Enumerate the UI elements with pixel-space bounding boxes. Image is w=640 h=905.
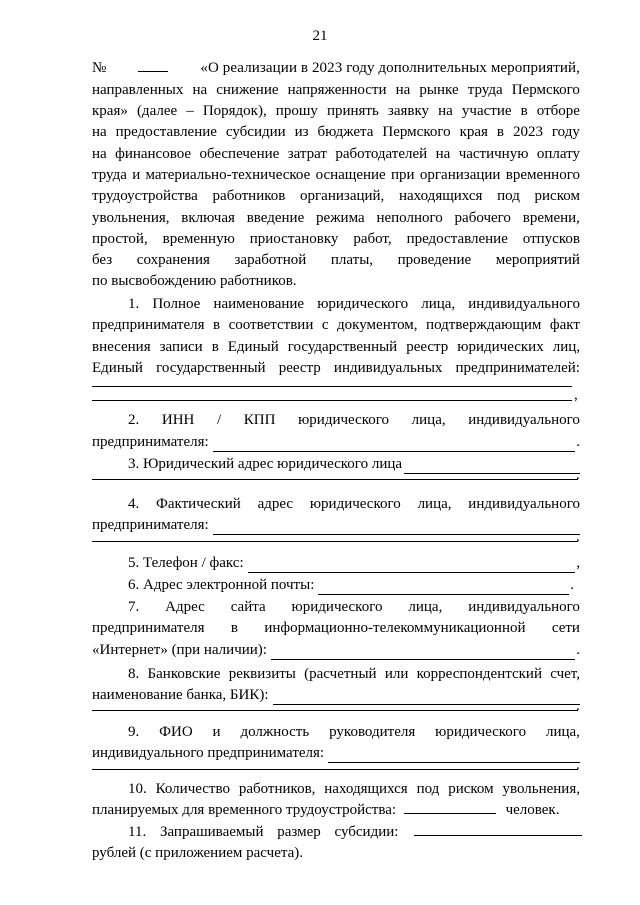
item2-line-2 — [92, 432, 580, 452]
email-field[interactable] — [318, 580, 569, 595]
intro-line-3: края» (далее – Порядок), прошу принять заявку на участие в отборе — [92, 103, 580, 119]
item1-answer-line-1[interactable] — [92, 386, 572, 387]
item7-line-2: предпринимателя в информационно-телекоммуникационной сети — [92, 620, 580, 636]
item11-line-2: рублей (с приложением расчета). — [92, 845, 303, 861]
item4-line-1: 4. Фактический адрес юридического лица, индивидуального — [128, 496, 580, 512]
item8-end-period: . — [576, 698, 580, 714]
legal-address-field[interactable] — [404, 459, 580, 474]
item3-end-period: . — [576, 467, 580, 483]
item1-line-4: Единый государственный реестр индивидуальных предпринимателей: — [92, 360, 580, 376]
number-sign: № — [92, 60, 107, 76]
item10-line-1: 10. Количество работников, находящихся под риском увольнения, — [128, 781, 580, 797]
number-blank[interactable] — [138, 58, 168, 72]
item1-line-3: внесения записи в Единый государственный реестр юридических лиц, — [92, 339, 580, 355]
item10-unit: человек. — [505, 802, 560, 818]
item2-label: предпринимателя: — [92, 434, 209, 450]
intro-text-1: «О реализации в 2023 году дополнительных мероприятий, — [200, 60, 580, 76]
item11-label: 11. Запрашиваемый размер субсидии: — [128, 824, 399, 840]
item8-label: наименование банка, БИК): — [92, 687, 269, 703]
item1-line-1: 1. Полное наименование юридического лица, индивидуального — [128, 296, 580, 312]
item5-end-comma: , — [576, 555, 580, 571]
bank-details-field[interactable] — [273, 690, 580, 705]
manager-line-2[interactable] — [92, 769, 578, 770]
item1-answer-line-2[interactable] — [92, 400, 572, 401]
phone-fax-field[interactable] — [248, 558, 576, 573]
item11-line-1 — [128, 822, 580, 842]
intro-line-8: увольнения, включая введение режима неполного рабочего времени, — [92, 210, 580, 226]
intro-line-10: без сохранения заработной платы, проведение мероприятий — [92, 252, 580, 268]
subsidy-amount-field[interactable] — [414, 822, 582, 836]
page-number: 21 — [312, 28, 328, 44]
item7-line-3 — [92, 640, 580, 660]
item2-line-1: 2. ИНН / КПП юридического лица, индивидуального — [128, 412, 580, 428]
item9-line-2 — [92, 743, 580, 763]
item9-line-1: 9. ФИО и должность руководителя юридического лица, — [128, 724, 580, 740]
actual-address-field[interactable] — [213, 520, 580, 535]
intro-line-2: направленных на снижение напряженности на рынке труда Пермского — [92, 82, 580, 98]
manager-field[interactable] — [328, 748, 580, 763]
actual-address-line-2[interactable] — [92, 541, 578, 542]
item7-end-period: . — [576, 642, 580, 658]
item3-line-1 — [128, 454, 580, 474]
workers-count-field[interactable] — [404, 800, 496, 814]
item1-end-comma: , — [574, 387, 578, 403]
legal-address-line-2[interactable] — [92, 479, 578, 480]
intro-line-7: трудоустройства работников организаций, находящихся под риском — [92, 188, 580, 204]
intro-line-1 — [92, 58, 580, 78]
item7-line-1: 7. Адрес сайта юридического лица, индивидуального — [128, 599, 580, 615]
item4-line-2 — [92, 515, 580, 535]
item6-end-period: . — [570, 577, 574, 593]
item2-end-period: . — [576, 434, 580, 450]
item10-label: планируемых для временного трудоустройства: — [92, 802, 397, 818]
item9-label: индивидуального предпринимателя: — [92, 745, 325, 761]
item6-label: 6. Адрес электронной почты: — [128, 577, 315, 593]
item5-line — [128, 553, 580, 573]
intro-line-11: по высвобождению работников. — [92, 273, 297, 289]
item1-line-2: предпринимателя в соответствии с документом, подтверждающим факт — [92, 317, 580, 333]
item6-line — [128, 575, 574, 595]
inn-kpp-field[interactable] — [213, 437, 576, 452]
item8-line-1: 8. Банковские реквизиты (расчетный или корреспондентский счет, — [128, 666, 580, 682]
item8-line-2 — [92, 685, 580, 705]
item3-label: 3. Юридический адрес юридического лица — [128, 456, 403, 472]
intro-line-5: на финансовое обеспечение затрат работодателей на частичную оплату — [92, 146, 580, 162]
website-field[interactable] — [271, 645, 575, 660]
item5-label: 5. Телефон / факс: — [128, 555, 244, 571]
item10-line-2 — [92, 800, 580, 820]
intro-line-4: на предоставление субсидии из бюджета Пермского края в 2023 году — [92, 124, 580, 140]
intro-line-6: труда и материально-техническое оснащение при организации временного — [92, 167, 580, 183]
intro-line-9: простой, временную приостановку работ, предоставление отпусков — [92, 231, 580, 247]
item9-end-period: . — [576, 757, 580, 773]
item7-label: «Интернет» (при наличии): — [92, 642, 267, 658]
item4-label: предпринимателя: — [92, 517, 209, 533]
item4-end-period: . — [576, 529, 580, 545]
bank-details-line-2[interactable] — [92, 710, 578, 711]
